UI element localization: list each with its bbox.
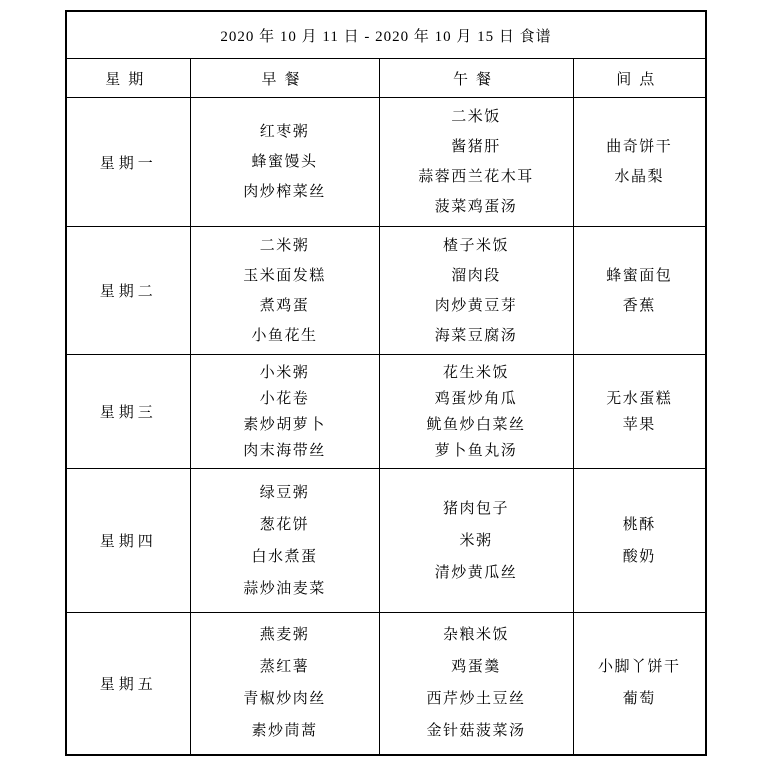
dish: 蒜蓉西兰花木耳: [418, 169, 534, 185]
dish: 西芹炒土豆丝: [426, 691, 526, 708]
menu-table: [65, 10, 707, 756]
dish: 清炒黄瓜丝: [434, 564, 518, 581]
snack-cell: [573, 227, 706, 355]
dish: 素炒茼蒿: [251, 723, 318, 740]
dish: 红枣粥: [259, 124, 310, 140]
dish: 葡萄: [622, 691, 656, 708]
menu-rows: [66, 98, 706, 755]
dish: 小鱼花生: [251, 327, 318, 344]
header-row: [66, 59, 706, 98]
dish: 小花卷: [259, 390, 310, 407]
dish: 青椒炒肉丝: [243, 691, 326, 708]
day-row: [66, 355, 706, 469]
col-header-lunch: 午餐: [379, 59, 573, 98]
lunch-dishes: [380, 493, 573, 589]
dish: 萝卜鱼丸汤: [434, 442, 518, 459]
dish: 蒜炒油麦菜: [243, 580, 326, 597]
dish: 肉炒黄豆芽: [434, 297, 518, 314]
lunch-cell: [379, 227, 573, 355]
day-cell: 星期四: [66, 469, 190, 613]
col-header-snack: 间点: [573, 59, 706, 98]
day-row: [66, 613, 706, 755]
dish: 肉末海带丝: [243, 442, 326, 459]
breakfast-dishes: [191, 231, 379, 351]
lunch-cell: [379, 613, 573, 755]
day-row: [66, 469, 706, 613]
dish: 酸奶: [622, 548, 656, 565]
dish: 苹果: [622, 416, 656, 433]
snack-cell: [573, 355, 706, 469]
dish: 海菜豆腐汤: [434, 327, 518, 344]
lunch-dishes: [380, 102, 573, 222]
dish: 菠菜鸡蛋汤: [434, 199, 518, 215]
dish: 小脚丫饼干: [598, 659, 681, 676]
dish: 鸡蛋羹: [451, 659, 501, 676]
dish: 酱猪肝: [451, 139, 501, 155]
snack-dishes: [574, 132, 706, 192]
breakfast-cell: [190, 98, 379, 227]
dish: 曲奇饼干: [606, 139, 673, 155]
dish: 桃酥: [622, 516, 656, 533]
dish: 金针菇菠菜汤: [426, 723, 526, 740]
snack-dishes: [574, 261, 706, 321]
breakfast-cell: [190, 613, 379, 755]
dish: 燕麦粥: [259, 627, 310, 644]
dish: 无水蛋糕: [606, 390, 673, 407]
snack-dishes: [574, 386, 706, 438]
day-row: [66, 227, 706, 355]
day-cell: 星期三: [66, 355, 190, 469]
breakfast-dishes: [191, 117, 379, 207]
dish: 肉炒榨菜丝: [243, 184, 326, 200]
day-cell: 星期五: [66, 613, 190, 755]
dish: 水晶梨: [614, 169, 665, 185]
dish: 玉米面发糕: [243, 267, 326, 284]
breakfast-cell: [190, 227, 379, 355]
dish: 素炒胡萝卜: [243, 416, 326, 433]
lunch-dishes: [380, 619, 573, 747]
snack-dishes: [574, 509, 706, 573]
dish: 小米粥: [259, 364, 310, 381]
dish: 二米粥: [259, 237, 310, 254]
dish: 蜂蜜面包: [606, 267, 673, 284]
dish: 米粥: [459, 532, 493, 549]
dish: 楂子米饭: [442, 237, 509, 254]
dish: 杂粮米饭: [442, 627, 509, 644]
breakfast-cell: [190, 469, 379, 613]
breakfast-dishes: [191, 477, 379, 605]
lunch-cell: [379, 469, 573, 613]
dish: 花生米饭: [442, 364, 509, 381]
dish: 二米饭: [451, 109, 501, 125]
breakfast-dishes: [191, 619, 379, 747]
lunch-cell: [379, 98, 573, 227]
dish: 鱿鱼炒白菜丝: [426, 416, 526, 433]
dish: 蒸红薯: [259, 659, 310, 676]
day-cell: 星期一: [66, 98, 190, 227]
snack-cell: [573, 469, 706, 613]
dish: 香蕉: [622, 297, 656, 314]
table-title: 2020 年 10 月 11 日 - 2020 年 10 月 15 日 食谱: [66, 11, 706, 59]
day-row: [66, 98, 706, 227]
snack-cell: [573, 98, 706, 227]
title-row: [66, 11, 706, 59]
dish: 猪肉包子: [442, 500, 509, 517]
lunch-dishes: [380, 360, 573, 464]
col-header-day: 星期: [66, 59, 190, 98]
dish: 绿豆粥: [259, 484, 310, 501]
lunch-dishes: [380, 231, 573, 351]
col-header-breakfast: 早餐: [190, 59, 379, 98]
dish: 鸡蛋炒角瓜: [434, 390, 518, 407]
breakfast-cell: [190, 355, 379, 469]
lunch-cell: [379, 355, 573, 469]
snack-cell: [573, 613, 706, 755]
dish: 蜂蜜馒头: [251, 154, 318, 170]
day-cell: 星期二: [66, 227, 190, 355]
snack-dishes: [574, 651, 706, 715]
dish: 白水煮蛋: [251, 548, 318, 565]
dish: 溜肉段: [451, 267, 501, 284]
dish: 煮鸡蛋: [259, 297, 310, 314]
dish: 葱花饼: [259, 516, 310, 533]
breakfast-dishes: [191, 360, 379, 464]
